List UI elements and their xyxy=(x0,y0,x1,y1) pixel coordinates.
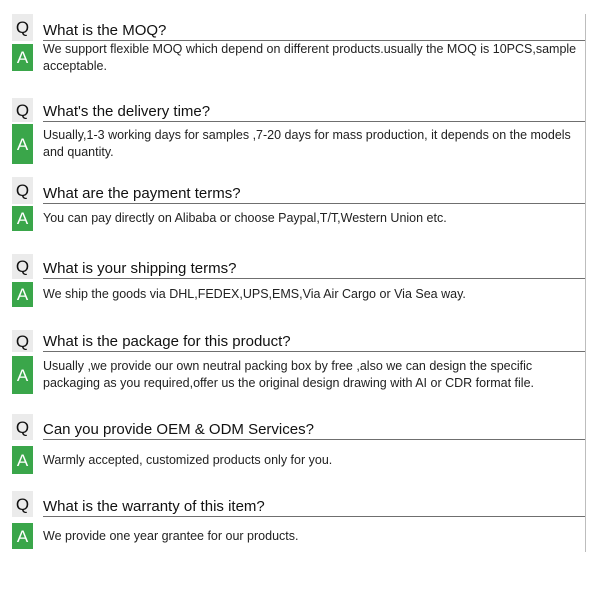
answer-text: Warmly accepted, customized products only for you. xyxy=(43,452,333,467)
answer-row xyxy=(12,206,586,231)
answer-badge: A xyxy=(12,124,33,164)
answer-text: Usually ,we provide our own neutral packing box by free ,also we can design the specific packaging as you required,offer us the original design drawing with AI or CDR format file. xyxy=(43,359,534,390)
question-badge: Q xyxy=(12,98,33,122)
question-text: What is the warranty of this item? xyxy=(43,491,586,517)
question-row xyxy=(12,177,586,204)
answer-badge: A xyxy=(12,44,33,71)
answer-text: You can pay directly on Alibaba or choose Paypal,T/T,Western Union etc. xyxy=(43,211,447,225)
question-text: What is the MOQ? xyxy=(43,14,586,41)
answer-row xyxy=(12,356,586,394)
question-text: What are the payment terms? xyxy=(43,177,586,204)
question-badge: Q xyxy=(12,330,33,352)
question-text: What is the package for this product? xyxy=(43,330,586,352)
answer-row xyxy=(12,446,586,474)
answer-badge: A xyxy=(12,206,33,231)
right-divider xyxy=(585,14,586,552)
answer-text: We ship the goods via DHL,FEDEX,UPS,EMS,Via Air Cargo or Via Sea way. xyxy=(43,287,466,301)
question-row xyxy=(12,14,586,41)
faq-item-delivery xyxy=(12,98,586,183)
answer-badge: A xyxy=(12,446,33,474)
answer-text: We provide one year grantee for our products. xyxy=(43,528,299,543)
faq-item-moq xyxy=(12,14,586,84)
question-badge: Q xyxy=(12,491,33,517)
question-text: What is your shipping terms? xyxy=(43,254,586,279)
answer-text: We support flexible MOQ which depend on different products.usually the MOQ is 10PCS,sample acceptable. xyxy=(43,41,577,73)
answer-row xyxy=(12,523,586,549)
faq-item-warranty xyxy=(12,491,586,551)
answer-text: Usually,1-3 working days for samples ,7-20 days for mass production, it depends on the models and quantity. xyxy=(43,128,571,159)
faq-item-payment xyxy=(12,177,586,237)
faq-list xyxy=(12,14,586,551)
faq-item-shipping xyxy=(12,254,586,310)
question-text: Can you provide OEM & ODM Services? xyxy=(43,414,586,440)
question-row xyxy=(12,414,586,440)
answer-badge: A xyxy=(12,282,33,307)
question-row xyxy=(12,254,586,279)
question-badge: Q xyxy=(12,414,33,440)
answer-row xyxy=(12,41,586,73)
question-text: What's the delivery time? xyxy=(43,98,586,122)
answer-badge: A xyxy=(12,356,33,394)
answer-badge: A xyxy=(12,523,33,549)
faq-item-package xyxy=(12,330,586,400)
question-badge: Q xyxy=(12,177,33,204)
question-row xyxy=(12,98,586,122)
question-row xyxy=(12,330,586,352)
question-badge: Q xyxy=(12,14,33,41)
answer-row xyxy=(12,282,586,307)
answer-row xyxy=(12,124,586,164)
question-row xyxy=(12,491,586,517)
question-badge: Q xyxy=(12,254,33,279)
faq-item-oem-odm xyxy=(12,414,586,476)
